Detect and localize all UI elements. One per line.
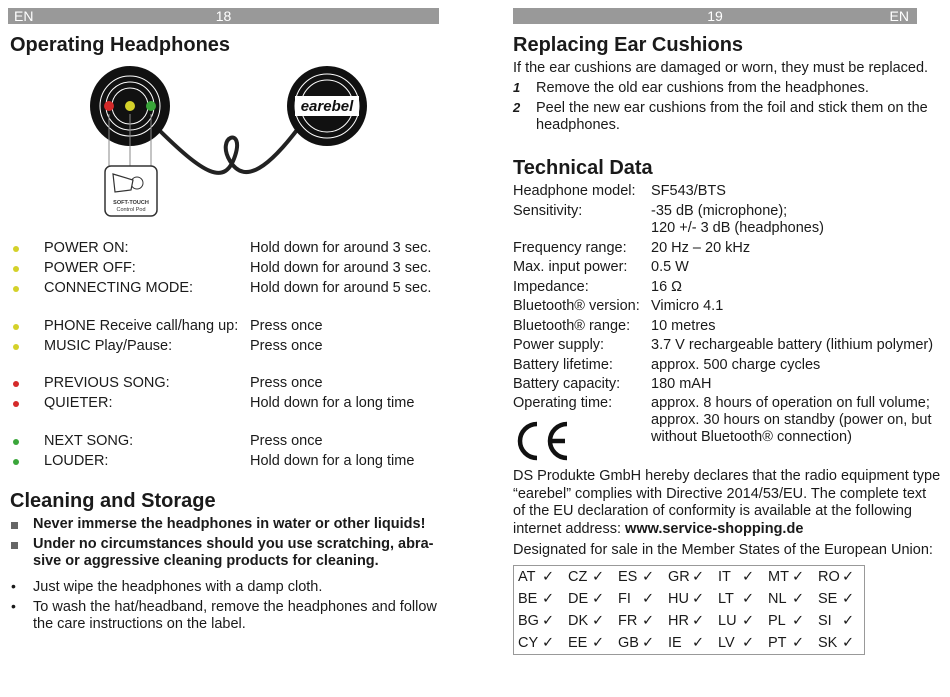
- control-action: Hold down for around 5 sec.: [250, 280, 432, 296]
- country-code: DE: [568, 591, 589, 607]
- check-icon: ✓: [842, 591, 855, 607]
- control-label: PHONE Receive call/hang up:: [44, 318, 239, 334]
- cleaning-warning-2-line2: sive or aggressive cleaning products for cleaning.: [33, 553, 379, 569]
- check-icon: ✓: [592, 635, 605, 651]
- ce-mark-icon: [513, 420, 571, 462]
- country-code: FI: [618, 591, 631, 607]
- check-icon: ✓: [592, 613, 605, 629]
- check-icon: ✓: [642, 569, 655, 585]
- country-code: PT: [768, 635, 787, 651]
- check-icon: ✓: [742, 591, 755, 607]
- check-icon: ✓: [842, 613, 855, 629]
- indicator-dot-icon: [13, 344, 19, 350]
- country-code: MT: [768, 569, 789, 585]
- control-label: POWER ON:: [44, 240, 129, 256]
- country-code: AT: [518, 569, 536, 585]
- tech-value: 120 +/- 3 dB (headphones): [651, 219, 824, 236]
- section-title-technical: Technical Data: [513, 157, 653, 179]
- check-icon: ✓: [542, 635, 555, 651]
- indicator-dot-icon: [13, 459, 19, 465]
- check-icon: ✓: [542, 569, 555, 585]
- control-pod-icon: [105, 166, 157, 216]
- country-row: [514, 610, 865, 632]
- country-code: PL: [768, 613, 786, 629]
- check-icon: ✓: [792, 613, 805, 629]
- country-code: CY: [518, 635, 539, 651]
- headphones-illustration: [85, 66, 385, 226]
- check-icon: ✓: [692, 569, 705, 585]
- right-page: [475, 0, 950, 697]
- control-action: Hold down for around 3 sec.: [250, 240, 432, 256]
- svg-text:SOFT-TOUCH: SOFT-TOUCH: [113, 200, 149, 206]
- tech-value: Vimicro 4.1: [651, 298, 724, 314]
- indicator-dot-icon: [13, 401, 19, 407]
- control-label: MUSIC Play/Pause:: [44, 338, 173, 354]
- step-text: headphones.: [536, 117, 620, 133]
- tech-value: 16 Ω: [651, 278, 682, 295]
- svg-text:Control Pod: Control Pod: [116, 207, 146, 213]
- country-code: IE: [668, 635, 682, 651]
- control-action: Press once: [250, 338, 323, 354]
- service-url-link[interactable]: www.service-shopping.de: [621, 520, 804, 537]
- check-icon: ✓: [692, 635, 705, 651]
- tech-key: Max. input power:: [513, 259, 628, 275]
- control-label: NEXT SONG:: [44, 433, 134, 449]
- language-label: EN: [14, 8, 34, 24]
- cleaning-tip-2-line1: To wash the hat/headband, remove the headphones and follow: [33, 599, 437, 615]
- check-icon: ✓: [692, 613, 705, 629]
- country-code: RO: [818, 569, 840, 585]
- bullet-icon: •: [11, 598, 16, 614]
- country-code: SI: [818, 613, 832, 629]
- country-code: GR: [668, 569, 690, 585]
- country-table: [513, 565, 865, 655]
- check-icon: ✓: [642, 635, 655, 651]
- cleaning-tip-1: Just wipe the headphones with a damp cloth.: [33, 579, 323, 595]
- tech-value-operating-time-1: approx. 8 hours of operation on full volume;: [651, 395, 930, 411]
- check-icon: ✓: [592, 569, 605, 585]
- check-icon: ✓: [742, 569, 755, 585]
- country-code: FR: [618, 613, 638, 629]
- declaration-line: internet address: www.service-shopping.de: [513, 520, 804, 537]
- cushions-intro: If the ear cushions are damaged or worn, they must be replaced.: [513, 60, 929, 76]
- step-number: 1: [513, 80, 521, 95]
- country-code: LU: [718, 613, 737, 629]
- control-label: CONNECTING MODE:: [44, 280, 194, 296]
- country-code: HU: [668, 591, 689, 607]
- check-icon: ✓: [792, 635, 805, 651]
- cleaning-warning-1: Never immerse the headphones in water or other liquids!: [33, 516, 426, 532]
- step-text: Remove the old ear cushions from the headphones.: [536, 80, 869, 96]
- page-number: 18: [215, 8, 232, 24]
- page-number: 19: [707, 8, 723, 24]
- country-code: ES: [618, 569, 638, 585]
- indicator-dot-icon: [13, 286, 19, 292]
- tech-value: 0.5 W: [651, 259, 689, 275]
- tech-value: 3.7 V rechargeable battery (lithium polymer): [651, 337, 934, 353]
- section-title-operating: Operating Headphones: [10, 34, 231, 56]
- tech-key-operating-time: Operating time:: [513, 395, 613, 411]
- country-code: BE: [518, 591, 538, 607]
- tech-key: Bluetooth® version:: [513, 298, 640, 314]
- section-title-cleaning: Cleaning and Storage: [10, 490, 216, 512]
- tech-key: Impedance:: [513, 278, 589, 295]
- country-row: [514, 566, 865, 589]
- tech-value: 20 Hz – 20 kHz: [651, 239, 751, 256]
- declaration-line: of the EU declaration of conformity is available at the following: [513, 503, 912, 519]
- country-code: CZ: [568, 569, 588, 585]
- country-code: LV: [718, 635, 735, 651]
- country-code: SK: [818, 635, 838, 651]
- declaration-line: DS Produkte GmbH hereby declares that the radio equipment type: [513, 468, 941, 484]
- check-icon: ✓: [742, 635, 755, 651]
- indicator-dot-icon: [13, 324, 19, 330]
- tech-value: SF543/BTS: [651, 183, 726, 199]
- tech-value-operating-time-2: approx. 30 hours on standby (power on, but: [651, 412, 932, 428]
- check-icon: ✓: [542, 591, 555, 607]
- check-icon: ✓: [742, 613, 755, 629]
- tech-value: 10 metres: [651, 317, 716, 334]
- declaration-line: “earebel” complies with Directive 2014/53/EU. The complete text: [513, 485, 927, 502]
- country-code: SE: [818, 591, 838, 607]
- control-action: Press once: [250, 375, 323, 391]
- control-action: Hold down for a long time: [250, 395, 415, 411]
- check-icon: ✓: [592, 591, 605, 607]
- square-bullet-icon: [11, 542, 18, 549]
- indicator-dot-icon: [13, 439, 19, 445]
- control-label: QUIETER:: [44, 395, 113, 411]
- country-code: BG: [518, 613, 539, 629]
- designated-text: Designated for sale in the Member States of the European Union:: [513, 542, 933, 558]
- tech-key: Power supply:: [513, 337, 605, 353]
- cleaning-tip-2-line2: the care instructions on the label.: [33, 616, 246, 632]
- tech-key: Battery capacity:: [513, 376, 621, 392]
- tech-value: 180 mAH: [651, 376, 712, 392]
- control-label: PREVIOUS SONG:: [44, 375, 170, 391]
- check-icon: ✓: [842, 569, 855, 585]
- step-text: Peel the new ear cushions from the foil and stick them on the: [536, 100, 928, 116]
- control-action: Press once: [250, 433, 323, 449]
- tech-key: Headphone model:: [513, 183, 636, 199]
- tech-value: approx. 500 charge cycles: [651, 356, 821, 373]
- step-number: 2: [513, 100, 521, 115]
- cleaning-warning-2-line1: Under no circumstances should you use scratching, abra-: [33, 536, 434, 552]
- country-row: [514, 588, 865, 610]
- control-action: Press once: [250, 318, 323, 334]
- country-code: HR: [668, 613, 689, 629]
- check-icon: ✓: [642, 613, 655, 629]
- tech-value-operating-time-3: without Bluetooth® connection): [651, 429, 852, 445]
- right-earcup-icon: [287, 66, 367, 146]
- control-label: LOUDER:: [44, 453, 109, 469]
- country-code: NL: [768, 591, 787, 607]
- page-header-left: [8, 8, 439, 24]
- country-code: EE: [568, 635, 588, 651]
- control-action: Hold down for around 3 sec.: [250, 260, 432, 276]
- tech-value: -35 dB (microphone);: [651, 202, 788, 219]
- check-icon: ✓: [792, 569, 805, 585]
- indicator-dot-icon: [13, 266, 19, 272]
- square-bullet-icon: [11, 522, 18, 529]
- check-icon: ✓: [542, 613, 555, 629]
- page-header-right: [513, 8, 917, 24]
- indicator-dot-icon: [13, 246, 19, 252]
- check-icon: ✓: [642, 591, 655, 607]
- control-action: Hold down for a long time: [250, 453, 415, 469]
- check-icon: ✓: [842, 635, 855, 651]
- check-icon: ✓: [692, 591, 705, 607]
- language-label: EN: [889, 8, 909, 24]
- tech-key: Battery lifetime:: [513, 356, 613, 373]
- section-title-cushions: Replacing Ear Cushions: [513, 34, 744, 56]
- svg-text:earebel: earebel: [300, 98, 354, 115]
- country-code: GB: [618, 635, 639, 651]
- tech-key: Frequency range:: [513, 239, 627, 256]
- check-icon: ✓: [792, 591, 805, 607]
- country-code: DK: [568, 613, 589, 629]
- country-code: LT: [718, 591, 734, 607]
- tech-key: Sensitivity:: [513, 202, 583, 219]
- indicator-dot-icon: [13, 381, 19, 387]
- tech-key: Bluetooth® range:: [513, 317, 631, 334]
- country-row: [514, 632, 865, 655]
- control-label: POWER OFF:: [44, 260, 136, 276]
- country-code: IT: [718, 569, 731, 585]
- bullet-icon: •: [11, 578, 16, 594]
